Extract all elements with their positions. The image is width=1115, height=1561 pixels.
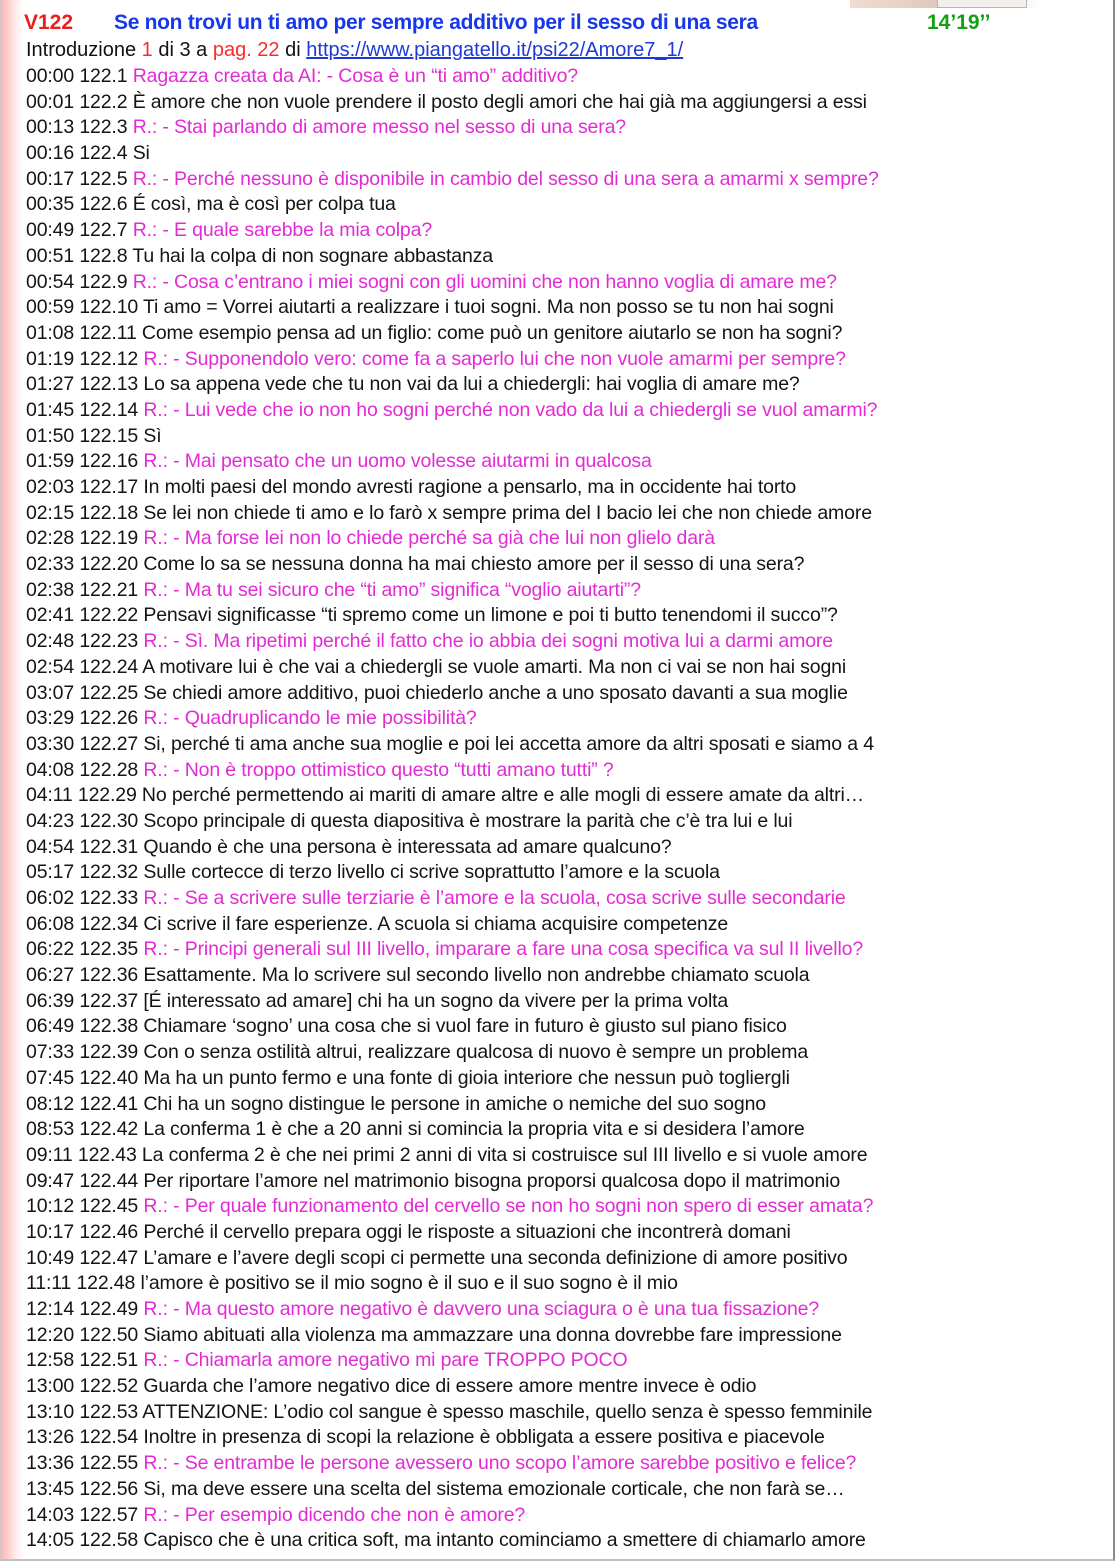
- row-timestamp: 06:27: [26, 964, 75, 987]
- answer-text: Siamo abituati alla violenza ma ammazzare una donna dovrebbe fare impressione: [143, 1323, 842, 1346]
- row-timestamp: 02:41: [26, 604, 75, 627]
- question-row: [26, 115, 1111, 141]
- row-id: 122.38: [79, 1015, 139, 1038]
- answer-text: Esattamente. Ma lo scrivere sul secondo livello non andrebbe chiamato scuola: [143, 964, 810, 987]
- row-timestamp: 00:01: [26, 90, 75, 113]
- row-id: 122.24: [79, 655, 139, 678]
- row-timestamp: 10:12: [26, 1195, 75, 1218]
- row-timestamp: 00:59: [26, 296, 75, 319]
- answer-row: [26, 1425, 1111, 1451]
- question-row: [26, 218, 1111, 244]
- row-id: 122.50: [79, 1323, 139, 1346]
- row-id: 122.2: [79, 90, 128, 113]
- row-timestamp: 09:47: [26, 1169, 75, 1192]
- answer-text: Come lo sa se nessuna donna ha mai chiesto amore per il sesso di una sera?: [143, 553, 805, 576]
- answer-row: [26, 1374, 1111, 1400]
- row-timestamp: 00:17: [26, 167, 75, 190]
- row-timestamp: 01:45: [26, 398, 75, 421]
- question-row: [26, 398, 1111, 424]
- intro-suffix: di: [285, 39, 301, 61]
- question-row: [26, 1451, 1111, 1477]
- answer-row: [26, 860, 1111, 886]
- answer-text: Ma ha un punto fermo e una fonte di gioia interiore che nessun può togliergli: [143, 1066, 790, 1089]
- row-id: 122.3: [79, 116, 128, 139]
- row-timestamp: 11:11: [26, 1272, 72, 1295]
- answer-row: [26, 244, 1111, 270]
- answer-text: ATTENZIONE: L’odio col sangue è spesso maschile, quello senza è spesso femminile: [142, 1400, 873, 1423]
- answer-row: [26, 989, 1111, 1015]
- answer-row: [26, 552, 1111, 578]
- question-row: [26, 937, 1111, 963]
- row-timestamp: 00:35: [26, 193, 75, 216]
- row-id: 122.4: [79, 142, 128, 165]
- row-id: 122.7: [79, 219, 128, 242]
- row-timestamp: 14:05: [26, 1529, 75, 1552]
- row-id: 122.20: [79, 553, 139, 576]
- row-timestamp: 00:49: [26, 219, 75, 242]
- answer-row: [26, 1092, 1111, 1118]
- answer-row: [26, 963, 1111, 989]
- row-timestamp: 00:13: [26, 116, 75, 139]
- row-id: 122.6: [79, 193, 128, 216]
- page-title: Se non trovi un ti amo per sempre additivo per il sesso di una sera: [114, 11, 758, 34]
- question-text: R.: - Mai pensato che un uomo volesse aiutarmi in qualcosa: [143, 450, 652, 473]
- row-id: 122.5: [79, 167, 128, 190]
- row-id: 122.57: [79, 1503, 139, 1526]
- question-text: R.: - Se entrambe le persone avessero uno scopo l’amore sarebbe positivo e felice?: [143, 1452, 857, 1475]
- row-id: 122.53: [79, 1400, 139, 1423]
- row-timestamp: 02:28: [26, 527, 75, 550]
- row-timestamp: 08:53: [26, 1118, 75, 1141]
- question-text: R.: - Lui vede che io non ho sogni perché non vado da lui a chiedergli se vuol amarmi?: [143, 398, 878, 421]
- answer-text: La conferma 1 è che a 20 anni si comincia la propria vita e si desidera l’amore: [143, 1118, 805, 1141]
- row-timestamp: 06:49: [26, 1015, 75, 1038]
- row-id: 122.44: [79, 1169, 139, 1192]
- answer-row: [26, 90, 1111, 116]
- question-row: [26, 64, 1111, 90]
- row-id: 122.39: [79, 1041, 139, 1064]
- answer-row: [26, 1220, 1111, 1246]
- answer-row: [26, 1323, 1111, 1349]
- thumbnail-box: [937, 0, 1027, 8]
- answer-text: Se chiedi amore additivo, puoi chiederlo anche a uno sposato davanti a sua moglie: [143, 681, 848, 704]
- question-row: [26, 886, 1111, 912]
- row-timestamp: 04:11: [26, 784, 73, 807]
- row-timestamp: 02:54: [26, 655, 75, 678]
- answer-text: In molti paesi del mondo avresti ragione a pensarlo, ma in occidente hai torto: [143, 476, 797, 498]
- row-id: 122.25: [79, 681, 139, 704]
- question-text: R.: - Quadruplicando le mie possibilità?: [143, 707, 477, 730]
- row-timestamp: 12:14: [26, 1298, 75, 1320]
- answer-text: [É interessato ad amare] chi ha un sogno da vivere per la prima volta: [143, 989, 729, 1012]
- question-row: [26, 629, 1111, 655]
- answer-text: No perché permettendo ai mariti di amare altre e alle mogli di essere amate da altri…: [141, 784, 865, 807]
- answer-row: [26, 1400, 1111, 1426]
- row-timestamp: 10:17: [26, 1220, 75, 1243]
- row-timestamp: 13:45: [26, 1477, 75, 1500]
- row-id: 122.32: [79, 861, 139, 884]
- question-text: Ragazza creata da AI: - Cosa è un “ti amo” additivo?: [132, 65, 578, 87]
- answer-row: [26, 1271, 1111, 1297]
- row-id: 122.13: [79, 373, 139, 396]
- answer-text: Sì: [143, 424, 162, 447]
- duration-label: 14’19’’: [927, 11, 991, 34]
- answer-row: [26, 372, 1111, 398]
- row-timestamp: 02:38: [26, 578, 75, 601]
- row-id: 122.1: [79, 65, 128, 87]
- row-timestamp: 01:50: [26, 424, 75, 447]
- question-text: R.: - E quale sarebbe la mia colpa?: [132, 219, 433, 242]
- row-id: 122.41: [79, 1092, 139, 1115]
- answer-text: È amore che non vuole prendere il posto degli amori che hai già ma aggiungersi a essi: [132, 90, 867, 113]
- intro-number: 1: [141, 39, 153, 61]
- answer-text: La conferma 2 è che nei primi 2 anni di vita si costruisce sul III livello e si vuole amore: [141, 1143, 868, 1166]
- question-text: R.: - Perché nessuno è disponibile in cambio del sesso di una sera a amarmi x sempre?: [132, 167, 879, 190]
- answer-row: [26, 835, 1111, 861]
- row-id: 122.54: [79, 1426, 139, 1449]
- question-text: R.: - Ma tu sei sicuro che “ti amo” significa “voglio aiutarti”?: [143, 578, 641, 601]
- row-timestamp: 00:16: [26, 142, 75, 165]
- question-text: R.: - Supponendolo vero: come fa a saperlo lui che non vuole amarmi per sempre?: [143, 347, 846, 370]
- answer-row: [26, 321, 1111, 347]
- row-id: 122.10: [79, 296, 139, 319]
- row-timestamp: 07:45: [26, 1066, 75, 1089]
- question-row: [26, 526, 1111, 552]
- answer-row: [26, 1040, 1111, 1066]
- intro-of-total: di 3 a: [158, 39, 208, 61]
- answer-row: [26, 501, 1111, 527]
- row-timestamp: 06:08: [26, 912, 75, 935]
- row-id: 122.11: [79, 321, 137, 344]
- answer-text: Con o senza ostilità altrui, realizzare qualcosa di nuovo è sempre un problema: [143, 1041, 809, 1064]
- row-timestamp: 14:03: [26, 1503, 75, 1526]
- row-timestamp: 04:54: [26, 835, 75, 858]
- answer-row: [26, 783, 1111, 809]
- row-timestamp: 02:15: [26, 501, 75, 524]
- answer-row: [26, 1014, 1111, 1040]
- row-timestamp: 12:20: [26, 1323, 75, 1346]
- row-timestamp: 01:19: [26, 347, 75, 370]
- intro-prefix: Introduzione: [26, 39, 137, 61]
- row-id: 122.55: [79, 1452, 139, 1475]
- answer-text: Scopo principale di questa diapositiva è mostrare la parità che c’è tra lui e lui: [143, 809, 793, 832]
- answer-text: Ci scrive il fare esperienze. A scuola si chiama acquisire competenze: [143, 912, 729, 935]
- row-id: 122.23: [79, 630, 139, 653]
- answer-row: [26, 1117, 1111, 1143]
- answer-text: Sulle cortecce di terzo livello ci scrive soprattutto l’amore e la scuola: [143, 861, 720, 884]
- row-timestamp: 02:33: [26, 553, 75, 576]
- question-row: [26, 167, 1111, 193]
- row-id: 122.36: [79, 964, 139, 987]
- row-id: 122.30: [79, 809, 139, 832]
- answer-text: Ti amo = Vorrei aiutarti a realizzare i tuoi sogni. Ma non posso se tu non hai sogni: [143, 296, 834, 319]
- answer-row: [26, 681, 1111, 707]
- answer-text: Se lei non chiede ti amo e lo farò x sempre prima del I bacio lei che non chiede amore: [143, 501, 872, 524]
- answer-row: [26, 1169, 1111, 1195]
- answer-text: Quando è che una persona è interessata ad amare qualcuno?: [143, 835, 672, 858]
- row-id: 122.46: [79, 1220, 139, 1243]
- question-text: R.: - Ma forse lei non lo chiede perché sa già che lui non glielo darà: [143, 527, 715, 550]
- question-row: [26, 1348, 1111, 1374]
- answer-row: [26, 1477, 1111, 1503]
- row-id: 122.27: [79, 732, 139, 755]
- row-id: 122.26: [79, 707, 139, 730]
- answer-row: [26, 603, 1111, 629]
- answer-text: Per riportare l’amore nel matrimonio bisogna proporsi qualcosa dopo il matrimonio: [143, 1169, 841, 1192]
- row-timestamp: 06:22: [26, 938, 75, 961]
- row-id: 122.19: [79, 527, 139, 550]
- row-timestamp: 00:51: [26, 244, 75, 267]
- row-timestamp: 01:59: [26, 450, 75, 473]
- answer-text: Capisco che è una critica soft, ma intanto cominciamo a smettere di chiamarlo amore: [143, 1529, 866, 1552]
- answer-row: [26, 912, 1111, 938]
- answer-text: Lo sa appena vede che tu non vai da lui a chiedergli: hai voglia di amare me?: [143, 373, 800, 396]
- question-text: R.: - Non è troppo ottimistico questo “tutti amano tutti” ?: [143, 758, 614, 781]
- row-id: 122.33: [79, 887, 139, 909]
- row-id: 122.37: [79, 989, 139, 1012]
- row-id: 122.40: [79, 1066, 139, 1089]
- answer-text: Inoltre in presenza di scopi la relazione è obbligata a essere positiva e piacevole: [143, 1426, 825, 1449]
- row-id: 122.21: [79, 578, 139, 601]
- answer-row: [26, 732, 1111, 758]
- row-timestamp: 13:00: [26, 1375, 75, 1398]
- row-id: 122.48: [76, 1272, 136, 1295]
- row-id: 122.35: [79, 938, 139, 961]
- answer-row: [26, 1143, 1111, 1169]
- row-timestamp: 06:02: [26, 887, 75, 909]
- question-text: R.: - Per esempio dicendo che non è amore?: [143, 1503, 526, 1526]
- answer-row: [26, 475, 1111, 501]
- answer-row: [26, 295, 1111, 321]
- row-id: 122.47: [79, 1246, 139, 1269]
- question-row: [26, 578, 1111, 604]
- slide-code: V122: [24, 11, 74, 34]
- row-id: 122.42: [79, 1118, 139, 1141]
- answer-text: Come esempio pensa ad un figlio: come può un genitore aiutarlo se non ha sogni?: [141, 321, 843, 344]
- row-id: 122.34: [79, 912, 139, 935]
- row-timestamp: 03:07: [26, 681, 75, 704]
- row-id: 122.31: [79, 835, 139, 858]
- transcript-list: [26, 64, 1111, 1554]
- question-row: [26, 270, 1111, 296]
- question-text: R.: - Stai parlando di amore messo nel sesso di una sera?: [132, 116, 626, 139]
- row-id: 122.12: [79, 347, 139, 370]
- row-timestamp: 13:36: [26, 1452, 75, 1475]
- answer-text: Tu hai la colpa di non sognare abbastanza: [132, 244, 493, 267]
- answer-text: Chiamare ‘sogno’ una cosa che si vuol fare in futuro è giusto sul piano fisico: [143, 1015, 787, 1038]
- row-timestamp: 00:00: [26, 65, 75, 87]
- row-id: 122.52: [79, 1375, 139, 1398]
- question-row: [26, 706, 1111, 732]
- row-id: 122.9: [79, 270, 128, 293]
- question-row: [26, 1194, 1111, 1220]
- answer-row: [26, 424, 1111, 450]
- question-row: [26, 758, 1111, 784]
- row-id: 122.29: [77, 784, 137, 807]
- row-id: 122.56: [79, 1477, 139, 1500]
- row-timestamp: 01:27: [26, 373, 75, 396]
- row-id: 122.49: [79, 1298, 139, 1320]
- row-timestamp: 05:17: [26, 861, 75, 884]
- row-timestamp: 01:08: [26, 321, 75, 344]
- row-id: 122.22: [79, 604, 139, 627]
- question-text: R.: - Cosa c’entrano i miei sogni con gli uomini che non hanno voglia di amare me?: [132, 270, 837, 293]
- answer-row: [26, 1528, 1111, 1554]
- question-row: [26, 449, 1111, 475]
- row-timestamp: 13:10: [26, 1400, 75, 1423]
- row-id: 122.17: [79, 476, 139, 498]
- answer-row: [26, 1246, 1111, 1272]
- row-id: 122.16: [79, 450, 139, 473]
- answer-text: Si: [132, 142, 150, 165]
- answer-text: Pensavi significasse “ti spremo come un limone e poi ti butto tenendomi il succo”?: [143, 604, 838, 627]
- question-text: R.: - Principi generali sul III livello, imparare a fare una cosa specifica va sul II livello?: [143, 938, 864, 961]
- row-id: 122.15: [79, 424, 139, 447]
- row-timestamp: 03:30: [26, 732, 75, 755]
- row-timestamp: 02:48: [26, 630, 75, 653]
- intro-line: [26, 36, 683, 64]
- row-id: 122.58: [79, 1529, 139, 1552]
- answer-text: l’amore è positivo se il mio sogno è il suo e il suo sogno è il mio: [140, 1272, 678, 1295]
- row-timestamp: 06:39: [26, 989, 75, 1012]
- intro-page: pag. 22: [212, 39, 280, 61]
- row-timestamp: 10:49: [26, 1246, 75, 1269]
- row-timestamp: 13:26: [26, 1426, 75, 1449]
- answer-text: A motivare lui è che vai a chiedergli se vuole amarti. Ma non ci vai se non hai sogni: [142, 655, 847, 678]
- answer-row: [26, 809, 1111, 835]
- question-text: R.: - Per quale funzionamento del cervello se non ho sogni non spero di esser amata?: [143, 1195, 874, 1218]
- answer-text: É così, ma è così per colpa tua: [132, 193, 396, 216]
- answer-row: [26, 192, 1111, 218]
- source-link[interactable]: https://www.piangatello.it/psi22/Amore7_1/: [306, 39, 684, 61]
- answer-row: [26, 1066, 1111, 1092]
- question-row: [26, 347, 1111, 373]
- row-id: 122.51: [79, 1349, 139, 1372]
- question-row: [26, 1297, 1111, 1323]
- question-row: [26, 1503, 1111, 1529]
- answer-text: Si, perché ti ama anche sua moglie e poi lei accetta amore da altri sposati e siamo a 4: [143, 732, 874, 755]
- answer-text: Guarda che l’amore negativo dice di essere amore mentre invece è odio: [143, 1375, 757, 1398]
- row-id: 122.18: [79, 501, 139, 524]
- question-text: R.: - Se a scrivere sulle terziarie è l’amore e la scuola, cosa scrive sulle secondarie: [143, 887, 846, 909]
- question-text: R.: - Chiamarla amore negativo mi pare TROPPO POCO: [143, 1349, 628, 1372]
- answer-text: Chi ha un sogno distingue le persone in amiche o nemiche del suo sogno: [143, 1092, 766, 1115]
- row-id: 122.8: [79, 244, 128, 267]
- row-id: 122.45: [79, 1195, 139, 1218]
- question-text: R.: - Sì. Ma ripetimi perché il fatto che io abbia dei sogni motiva lui a darmi amore: [143, 630, 833, 653]
- answer-text: Si, ma deve essere una scelta del sistema emozionale corticale, che non farà se…: [143, 1477, 845, 1500]
- answer-row: [26, 141, 1111, 167]
- row-timestamp: 03:29: [26, 707, 75, 730]
- row-timestamp: 04:23: [26, 809, 75, 832]
- answer-row: [26, 655, 1111, 681]
- answer-text: Perché il cervello prepara oggi le risposte a situazioni che incontrerà domani: [143, 1220, 791, 1243]
- row-timestamp: 12:58: [26, 1349, 75, 1372]
- row-timestamp: 04:08: [26, 758, 75, 781]
- row-timestamp: 02:03: [26, 476, 75, 498]
- row-id: 122.14: [79, 398, 139, 421]
- row-timestamp: 00:54: [26, 270, 75, 293]
- row-id: 122.43: [77, 1143, 137, 1166]
- answer-text: L’amare e l’avere degli scopi ci permette una seconda definizione di amore positivo: [143, 1246, 848, 1269]
- row-timestamp: 09:11: [26, 1143, 73, 1166]
- row-id: 122.28: [79, 758, 139, 781]
- question-text: R.: - Ma questo amore negativo è davvero una sciagura o è una tua fissazione?: [143, 1298, 820, 1320]
- row-timestamp: 08:12: [26, 1092, 75, 1115]
- row-timestamp: 07:33: [26, 1041, 75, 1064]
